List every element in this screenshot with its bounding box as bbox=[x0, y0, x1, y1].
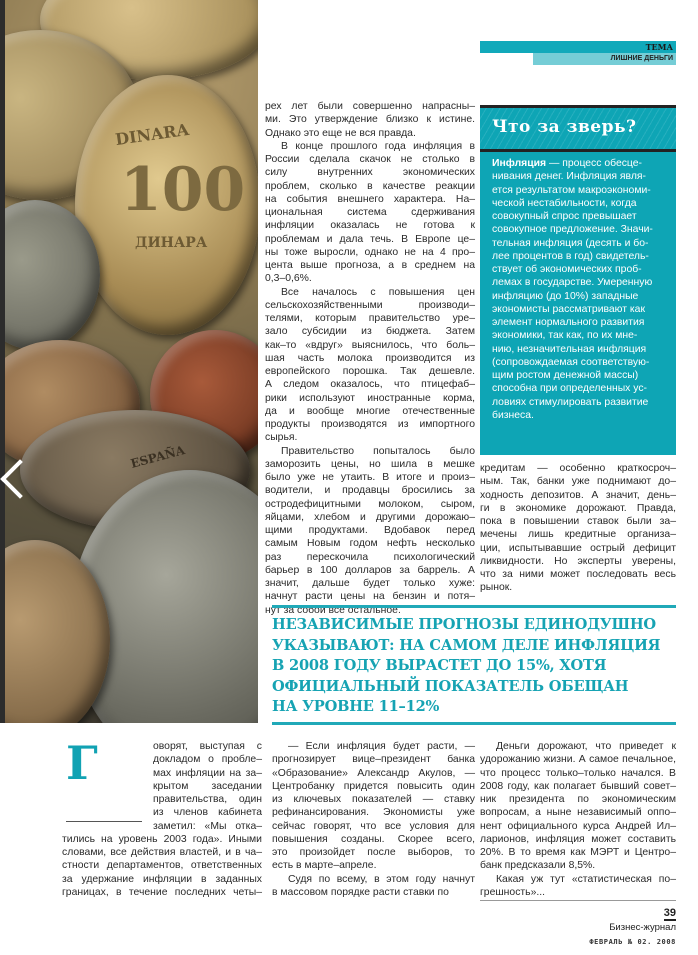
text-line: ется результатом макроэкономи- bbox=[492, 184, 651, 196]
text-line: силу внутренних экономических bbox=[265, 167, 475, 179]
text-line: лее процентов в год) свидетель- bbox=[492, 250, 649, 262]
divider bbox=[66, 821, 142, 822]
text-line: начнут расти цены на бензин и потя– bbox=[265, 591, 475, 603]
text-line: водители, и продавцы бросились за bbox=[265, 485, 475, 497]
text-line: мечены лишь кредитные организа– bbox=[480, 529, 676, 541]
text-line: зало субсидии из бюджета. Затем bbox=[265, 326, 475, 338]
text-line: есть в марте–апреле. bbox=[272, 860, 377, 872]
text-line: нивания денег. Инфляция явля- bbox=[492, 171, 646, 183]
text-line: ник президента по экономическим bbox=[480, 794, 676, 805]
article-intro bbox=[153, 740, 262, 833]
text-line: за удержание инфляции в заданных bbox=[62, 873, 262, 885]
sidebar-term: Инфляция bbox=[492, 158, 547, 169]
text-line: на события внешнего характера. На– bbox=[265, 193, 475, 205]
text-line: совокупное предложение. Значи- bbox=[492, 224, 653, 236]
text-line: самым Новым годом нефть несколько bbox=[265, 538, 475, 550]
text-line: ции, испытывавшие острый дефицит bbox=[480, 542, 676, 554]
text-line: проблем, сколько в качестве реакции bbox=[265, 180, 475, 192]
text-line: циональная система сдерживания bbox=[265, 207, 475, 218]
text-line: банк предсказали 8,5%. bbox=[480, 860, 596, 872]
article-column-1 bbox=[62, 833, 262, 899]
text-line bbox=[492, 157, 668, 170]
text-line: в массовом порядке расти ставки по bbox=[272, 886, 449, 898]
article-column-bottom-3 bbox=[480, 740, 676, 899]
text-line: кредитам — особенно краткосроч– bbox=[480, 463, 676, 474]
text-line: остродефицитными молоком, сыром, bbox=[265, 498, 475, 510]
text-line: яйцами, хлебом и другими дорожаю– bbox=[265, 511, 475, 523]
article-column-bottom-2 bbox=[272, 740, 475, 899]
text-line: Деньги дорожают, что приведет к bbox=[496, 741, 676, 752]
text-line: сырья. bbox=[265, 432, 298, 444]
text-line: тельная инфляция (десять и бо- bbox=[492, 237, 649, 249]
text-line: барьер в 100 долларов за баррель. А bbox=[265, 564, 475, 576]
sidebar-header bbox=[480, 105, 676, 152]
text-line: грешность»... bbox=[480, 886, 546, 898]
text-line: цента выше прогноза, а в среднем на bbox=[265, 260, 475, 271]
photo-edge bbox=[0, 0, 5, 723]
text-line: ствует об экономических проб- bbox=[492, 264, 642, 275]
text-fragment: — процесс обесце- bbox=[546, 158, 642, 169]
text-line: ным. Так, банки уже поднимают до– bbox=[480, 476, 676, 488]
text-line: ходность депозитов. А значит, день– bbox=[480, 489, 676, 501]
text-line: европейского порошка. Так дешевле. bbox=[265, 366, 475, 377]
text-line: да и вообще многие отечественные bbox=[265, 405, 475, 417]
text-line: ческой нестабильности, когда bbox=[492, 197, 637, 209]
text-line: докладом о пробле– bbox=[153, 754, 262, 766]
text-line: России сделала скачок не столько в bbox=[265, 154, 475, 165]
text-line: из ключевых показателей — ставку bbox=[272, 794, 475, 805]
text-line: рефинансирования. Экономисты уже bbox=[272, 807, 475, 819]
coin-100-dinara bbox=[75, 75, 258, 335]
text-line: способна при определенных ус- bbox=[492, 383, 647, 395]
pull-quote-line: ОФИЦИАЛЬНЫЙ ПОКАЗАТЕЛЬ ОБЕЩАН bbox=[272, 677, 629, 695]
text-line: сейчас говорят, что все условия для bbox=[272, 820, 475, 832]
text-line: 2008 году, как полагает бывший совет– bbox=[480, 780, 676, 792]
pull-quote-line: НА УРОВНЕ 11–12% bbox=[272, 698, 440, 715]
text-line: 0,3–0,6%. bbox=[265, 273, 312, 285]
text-line: бизнеса. bbox=[492, 409, 534, 421]
section-bar bbox=[480, 41, 676, 53]
text-line: ларионов, инфляция может составить bbox=[480, 833, 676, 845]
text-line: ны тоже выросли, однако не на 4 про– bbox=[265, 246, 475, 258]
text-line: — Если инфляция будет расти, — bbox=[288, 741, 475, 752]
text-line: Центробанку придется повысить один bbox=[272, 780, 475, 792]
text-line: Все началось с повышения цен bbox=[281, 286, 475, 298]
text-line: крытом заседании bbox=[153, 780, 262, 792]
text-line: щими продуктами. Вдобавок перед bbox=[265, 525, 475, 536]
text-line: (сопровождаемая соответствую- bbox=[492, 356, 650, 368]
text-line: экономисты рассматривают как bbox=[492, 303, 645, 315]
coin-label: DINARA bbox=[114, 119, 191, 150]
text-line: было уже не утаить. В итоге и произ– bbox=[265, 472, 475, 483]
text-line: рики используют иностранные корма, bbox=[265, 392, 475, 404]
text-line: мах инфляции на за– bbox=[153, 767, 262, 779]
text-line: нут за собой все остальное. bbox=[265, 604, 401, 616]
coin-label: 100 bbox=[120, 155, 246, 225]
text-line: Однако это еще не вся правда. bbox=[265, 127, 416, 139]
text-line: тились на уровень 2003 года». Иными bbox=[62, 833, 262, 845]
text-line: что процесс только–только начался. В bbox=[480, 767, 676, 779]
text-line: удорожанию жизни. А самое печальное, bbox=[480, 754, 676, 766]
pull-quote bbox=[272, 605, 676, 725]
text-line: щим ростом денежной массы) bbox=[492, 370, 639, 381]
text-line: это произойдет после выборов, то bbox=[272, 847, 475, 858]
text-line: совокупный спрос превышает bbox=[492, 211, 637, 222]
text-line: что за ними может последовать весь bbox=[480, 569, 676, 580]
issue-date: ФЕВРАЛЬ № 02. 2008 bbox=[589, 938, 676, 946]
article-column-2 bbox=[265, 100, 475, 617]
footer-divider bbox=[480, 900, 676, 901]
page-number: 39 bbox=[663, 907, 676, 919]
drop-cap: Г bbox=[66, 736, 98, 790]
text-line: заморозить цены, но шила в мешке bbox=[265, 458, 475, 470]
text-line: рынок. bbox=[480, 582, 513, 594]
text-line: сельскохозяйственными производи– bbox=[265, 299, 475, 311]
text-line: границах, в течение последних четы– bbox=[62, 886, 262, 898]
text-line: ликвидности. Но эксперты уверены, bbox=[480, 555, 676, 567]
coin-label: ESPAÑA bbox=[129, 443, 187, 471]
text-line: лемах в государстве. Умеренную bbox=[492, 277, 653, 289]
text-line: оворят, выступая с bbox=[153, 741, 262, 752]
text-line: Судя по всему, в этом году начнут bbox=[288, 873, 475, 885]
text-line: значит, дальше будет только хуже: bbox=[265, 578, 475, 589]
article-column-3 bbox=[480, 462, 676, 595]
text-line: ловиях стимулировать развитие bbox=[492, 396, 649, 408]
text-line: А следом оказалось, что птицефаб– bbox=[265, 379, 475, 391]
text-line: В конце прошлого года инфляция в bbox=[281, 140, 475, 152]
text-line: экономики, так как, по их мне- bbox=[492, 330, 638, 342]
text-line: инфляции оказалась не готова к bbox=[265, 220, 475, 232]
subsection-bar bbox=[533, 53, 676, 65]
sidebar-text bbox=[492, 157, 668, 422]
text-line: ми. Это утверждение близко к истине. bbox=[265, 114, 475, 126]
sidebar-title: Что за зверь? bbox=[492, 117, 637, 137]
text-line: 20%. В то время как МЭРТ и Центро– bbox=[480, 847, 676, 858]
magazine-name: Бизнес-журнал bbox=[609, 922, 676, 933]
text-line: телями, которым правительство уре– bbox=[265, 313, 475, 324]
coin-label: ДИНАРА bbox=[135, 235, 208, 251]
pull-quote-line: В 2008 ГОДУ ВЫРАСТЕТ ДО 15%, ХОТЯ bbox=[272, 657, 607, 674]
text-line: элемент нормального развития bbox=[492, 317, 645, 328]
subsection-label: ЛИШНИЕ ДЕНЬГИ bbox=[610, 55, 673, 62]
text-line: заметил: «Мы отка– bbox=[153, 820, 262, 832]
pull-quote-line: НЕЗАВИСИМЫЕ ПРОГНОЗЫ ЕДИНОДУШНО bbox=[272, 616, 656, 633]
text-line: инфляцию (до 10%) западные bbox=[492, 290, 639, 302]
text-line: повышения созданы. Скорее всего, bbox=[272, 833, 475, 845]
text-line: Правительство попыталось было bbox=[281, 445, 475, 457]
coins-photo bbox=[0, 0, 258, 723]
text-line: проблемам и дала течь. В Европе це– bbox=[265, 233, 475, 245]
pull-quote-line: УКАЗЫВАЮТ: НА САМОМ ДЕЛЕ ИНФЛЯЦИЯ bbox=[272, 636, 661, 654]
text-line: нию, незначительная инфляция bbox=[492, 343, 647, 355]
text-line: словами, все действия властей, и в ча– bbox=[62, 847, 262, 858]
text-line: как–то «вдруг» выяснилось, что боль– bbox=[265, 339, 475, 351]
text-line: из членов кабинета bbox=[153, 807, 262, 819]
text-line: рех лет были совершенно напрасны– bbox=[265, 101, 475, 112]
text-line: шая часть молока производится из bbox=[265, 352, 475, 364]
text-line: раз перескочила психологический bbox=[265, 551, 475, 563]
text-line: стности департаментов, ответственных bbox=[62, 860, 262, 872]
text-line: прогнозирует вице–президент банка bbox=[272, 754, 475, 766]
text-line: Какая уж тут «статистическая по– bbox=[496, 873, 676, 885]
text-line: пока в повышении ставок были за– bbox=[480, 516, 676, 527]
text-line: правительства, один bbox=[153, 794, 262, 805]
text-line: нент официального курса Андрей Ил– bbox=[480, 820, 676, 832]
text-line: вопросам, а ныне независимый оппо– bbox=[480, 807, 676, 819]
text-line: продукты производятся из импортного bbox=[265, 419, 475, 430]
text-line: «Образование» Александр Акулов, — bbox=[272, 767, 475, 779]
sidebar-box bbox=[480, 105, 676, 455]
section-label: ТЕМА bbox=[645, 42, 673, 52]
text-line: ги в экономике дорожают. Правда, bbox=[480, 502, 676, 514]
